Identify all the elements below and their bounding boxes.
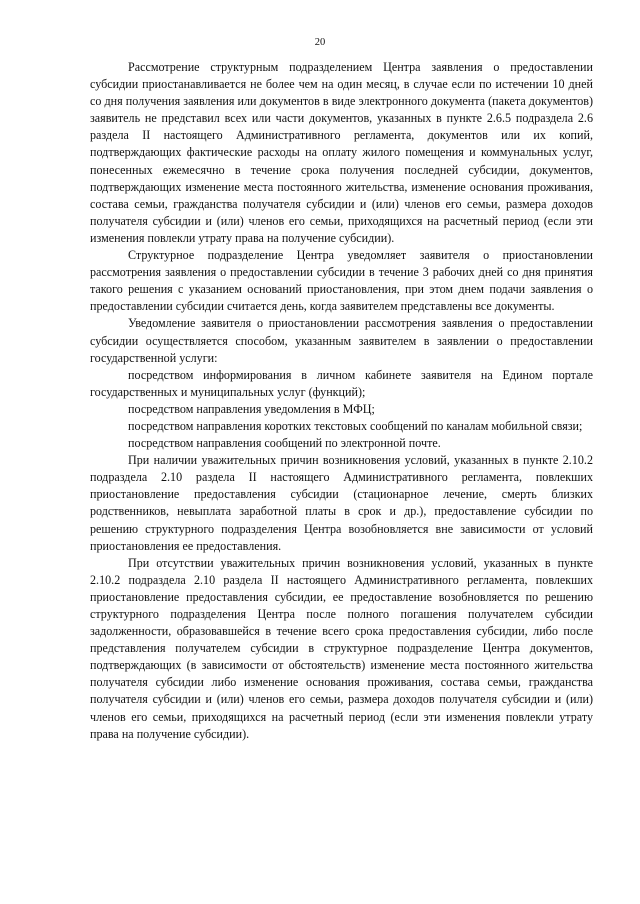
list-item-personal-account: посредством информирования в личном кабинете заявителя на Едином портале государственных и муниципальных услуг (функций); — [90, 367, 593, 399]
paragraph-suspension-review: Рассмотрение структурным подразделением Центра заявления о предоставлении субсидии приостанавливается не более чем на один месяц, в случае если по истечении 10 дней со дня получения заявления или документов в виде электронного документа (пакета документов) заявитель не представил всех или части документов, указанных в пункте 2.6.5 подраздела 2.6 раздела II настоящего Административного регламента, документов или их копий, подтверждающих фактические расходы на оплату жилого помещения и коммунальных услуг, понесенных ежемесячно в течение срока получения последней субсидии, документов, подтверждающих изменение места постоянного жительства, изменение основания проживания, состава семьи, гражданства получателя субсидии и (или) членов его семьи, размера доходов получателя субсидии и (или) членов его семьи, приходящихся на расчетный период (если эти изменения повлекли утрату права на получение субсидии). — [90, 60, 593, 245]
document-body — [90, 59, 593, 743]
paragraph-applicant-notified: Структурное подразделение Центра уведомляет заявителя о приостановлении рассмотрения заявления о предоставлении субсидии в течение 3 рабочих дней со дня принятия такого решения с указанием оснований приостановления, при этом днем подачи заявления о предоставлении субсидии считается день, когда заявителем представлены все документы. — [90, 248, 593, 314]
paragraph-notification-method: Уведомление заявителя о приостановлении рассмотрения заявления о предоставлении субсидии осуществляется способом, указанным заявителем в заявлении о предоставлении государственной услуги: — [90, 316, 593, 365]
list-item-email: посредством направления сообщений по электронной почте. — [128, 436, 441, 451]
list-item-sms: посредством направления коротких текстовых сообщений по каналам мобильной связи; — [128, 418, 583, 433]
page-number: 20 — [314, 37, 326, 48]
paragraph-valid-reasons: При наличии уважительных причин возникновения условий, указанных в пункте 2.10.2 подраздела 2.10 раздела II настоящего Административного регламента, повлекших приостановление предоставления субсидии (стационарное лечение, смерть близких родственников, невыплата заработной платы в срок и др.), предоставление субсидии по решению структурного подразделения Центра возобновляется вне зависимости от условий приостановления ее предоставления. — [90, 453, 593, 553]
paragraph-no-valid-reasons: При отсутствии уважительных причин возникновения условий, указанных в пункте 2.10.2 подраздела 2.10 раздела II настоящего Административного регламента, повлекших приостановление предоставления субсидии, ее предоставление возобновляется по решению структурного подразделения Центра после полного погашения получателем субсидии задолженности, образовавшейся в течение всего срока предоставления субсидии, либо после представления получателем субсидии в структурное подразделение Центра документов, подтверждающих (в зависимости от обстоятельств) изменение места постоянного жительства получателя субсидии либо изменение основания проживания, состава семьи, гражданства получателя субсидии и (или) членов его семьи, размера доходов получателя субсидии и (или) членов его семьи, приходящихся на расчетный период (если эти изменения повлекли утрату права на получение субсидии). — [90, 555, 593, 741]
list-item-mfc: посредством направления уведомления в МФЦ; — [128, 401, 375, 416]
